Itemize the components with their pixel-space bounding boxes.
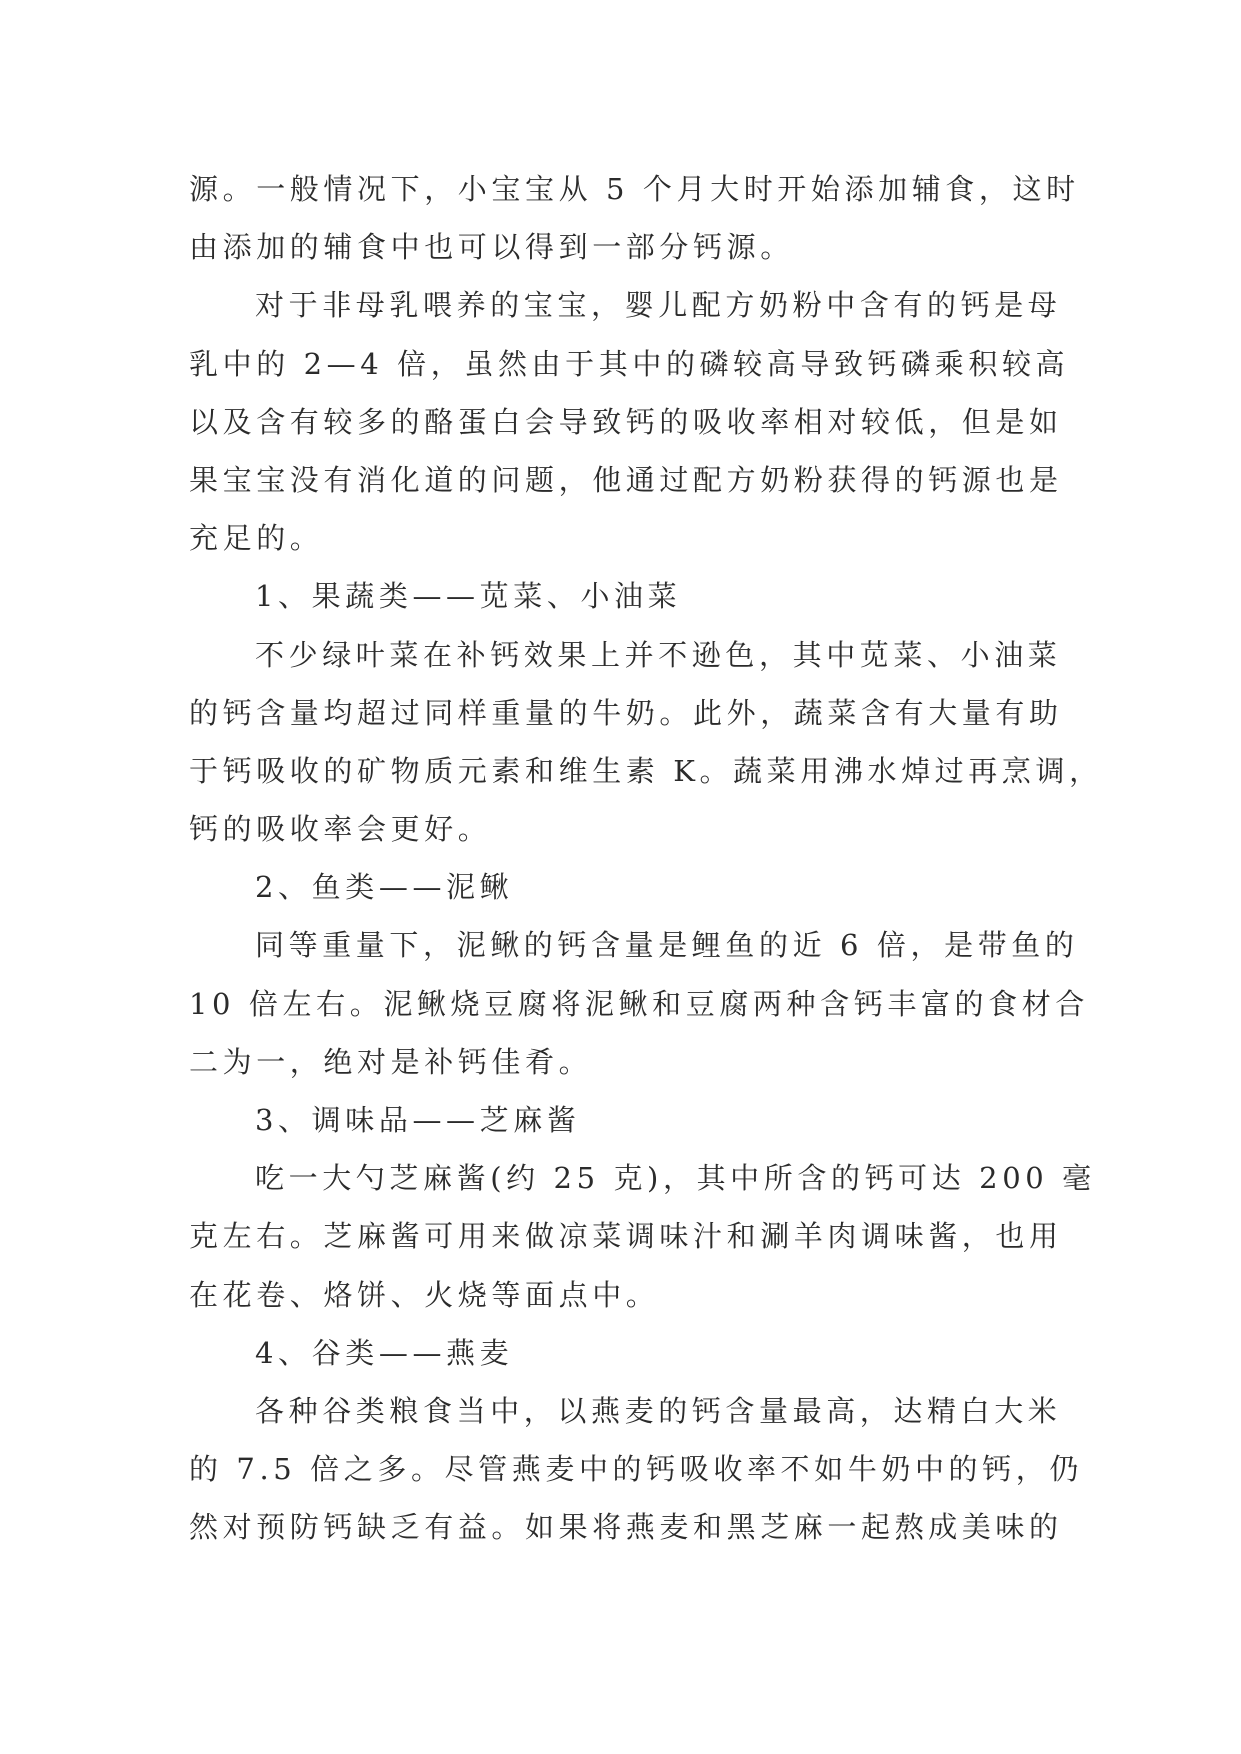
text-line: 的钙含量均超过同样重量的牛奶。此外，蔬菜含有大量有助 — [189, 695, 1063, 730]
text-line: 的 7.5 倍之多。尽管燕麦中的钙吸收率不如牛奶中的钙，仍 — [189, 1452, 1083, 1487]
section-heading: 2、鱼类——泥鳅 — [255, 870, 514, 905]
text-line: 源。一般情况下，小宝宝从 5 个月大时开始添加辅食，这时 — [189, 172, 1080, 206]
text-line: 然对预防钙缺乏有益。如果将燕麦和黑芝麻一起熬成美味的 — [189, 1510, 1063, 1545]
text-line: 各种谷类粮食当中，以燕麦的钙含量最高，达精白大米 — [255, 1393, 1062, 1428]
text-line: 钙的吸收率会更好。 — [189, 812, 492, 847]
section-heading: 1、果蔬类——苋菜、小油菜 — [255, 579, 682, 614]
text-line: 二为一，绝对是补钙佳肴。 — [189, 1044, 593, 1079]
text-line: 充足的。 — [189, 521, 324, 556]
text-line: 由添加的辅食中也可以得到一部分钙源。 — [189, 230, 794, 265]
text-line: 在花卷、烙饼、火烧等面点中。 — [189, 1277, 660, 1312]
section-heading: 4、谷类——燕麦 — [255, 1335, 514, 1370]
text-line: 克左右。芝麻酱可用来做凉菜调味汁和涮羊肉调味酱，也用 — [189, 1219, 1063, 1254]
text-line: 乳中的 2—4 倍，虽然由于其中的磷较高导致钙磷乘积较高 — [189, 346, 1070, 381]
text-line: 果宝宝没有消化道的问题，他通过配方奶粉获得的钙源也是 — [189, 462, 1063, 497]
text-line: 吃一大勺芝麻酱(约 25 克)，其中所含的钙可达 200 毫 — [255, 1161, 1096, 1196]
text-line: 对于非母乳喂养的宝宝，婴儿配方奶粉中含有的钙是母 — [255, 288, 1062, 323]
section-heading: 3、调味品——芝麻酱 — [255, 1103, 581, 1137]
text-line: 于钙吸收的矿物质元素和维生素 K。蔬菜用沸水焯过再烹调， — [189, 753, 1103, 788]
text-line: 10 倍左右。泥鳅烧豆腐将泥鳅和豆腐两种含钙丰富的食材合 — [189, 986, 1089, 1021]
body-text — [189, 160, 1103, 1557]
text-line: 同等重量下，泥鳅的钙含量是鲤鱼的近 6 倍，是带鱼的 — [255, 928, 1079, 963]
text-line: 以及含有较多的酪蛋白会导致钙的吸收率相对较低，但是如 — [189, 404, 1063, 439]
text-line: 不少绿叶菜在补钙效果上并不逊色，其中苋菜、小油菜 — [255, 637, 1062, 672]
